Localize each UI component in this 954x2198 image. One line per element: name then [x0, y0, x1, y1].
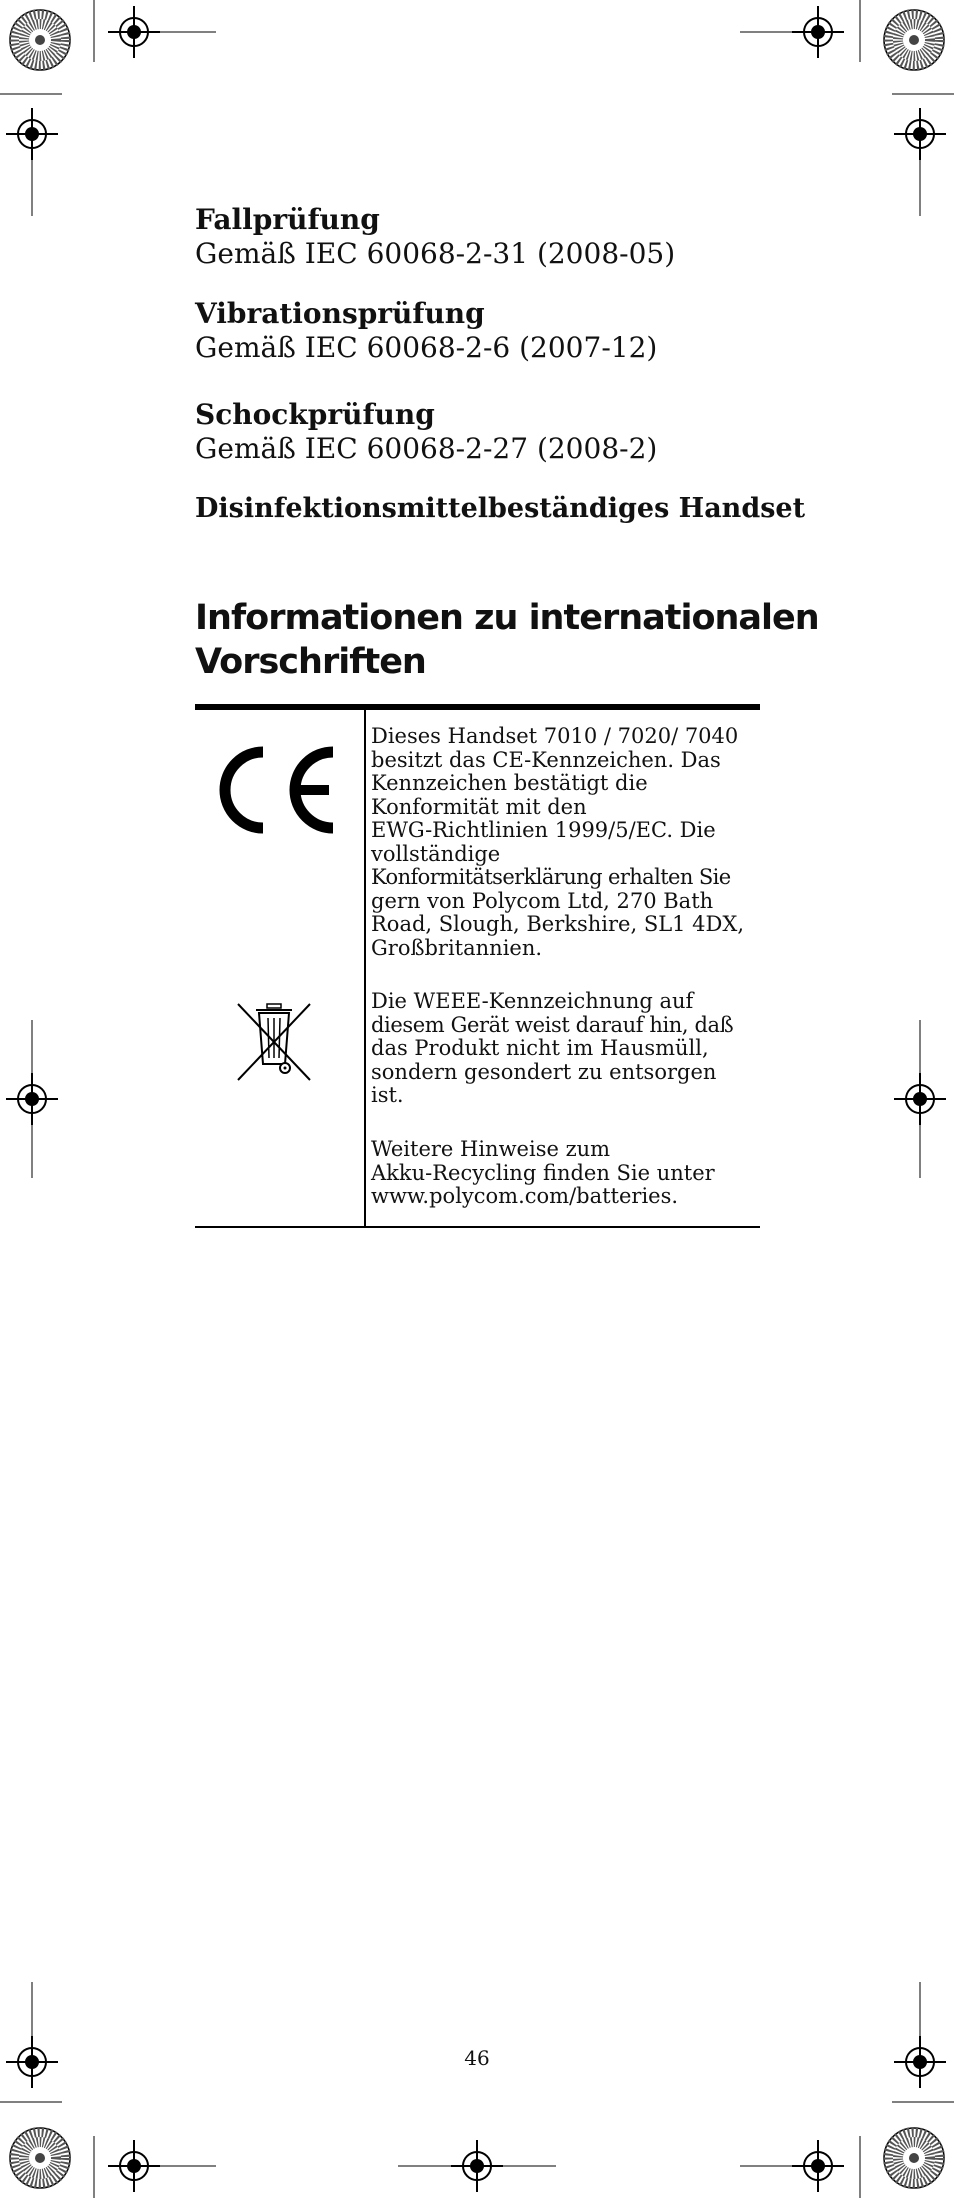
- page-heading-line2: Vorschriften: [195, 642, 426, 682]
- section-body-vibration-test: Gemäß IEC 60068-2-6 (2007-12): [195, 331, 658, 364]
- page-number: 46: [464, 2046, 490, 2070]
- text-line: Akku-Recycling finden Sie unter: [371, 1160, 715, 1185]
- text-line: vollständige: [371, 841, 501, 866]
- section-body-shock-test: Gemäß IEC 60068-2-27 (2008-2): [195, 432, 658, 465]
- table-bottom-rule: [195, 1226, 760, 1228]
- text-line: Weitere Hinweise zum: [371, 1137, 611, 1161]
- text-line: diesem Gerät weist darauf hin, daß: [371, 1012, 734, 1037]
- section-title-drop-test: Fallprüfung: [195, 203, 380, 236]
- text-line: gern von Polycom Ltd, 270 Bath: [371, 888, 714, 913]
- table-column-divider: [364, 710, 366, 1227]
- battery-recycling-text: [371, 1138, 746, 1209]
- page-heading: [195, 596, 819, 684]
- table-top-rule: [195, 704, 760, 710]
- weee-crossed-bin-icon: [234, 1000, 314, 1084]
- section-body-drop-test: Gemäß IEC 60068-2-31 (2008-05): [195, 237, 676, 270]
- text-line: das Produkt nicht im Hausmüll,: [371, 1036, 709, 1060]
- text-line: sondern gesondert zu entsorgen: [371, 1059, 717, 1084]
- ce-declaration-text: [371, 725, 746, 960]
- section-title-shock-test: Schockprüfung: [195, 398, 435, 431]
- text-line: Die WEEE-Kennzeichnung auf: [371, 989, 694, 1013]
- text-line: Großbritannien.: [371, 935, 543, 960]
- ce-mark-icon: [205, 740, 340, 840]
- text-line: www.polycom.com/batteries.: [371, 1184, 679, 1208]
- text-line: Kennzeichen bestätigt die: [371, 771, 648, 795]
- text-line: EWG-Richtlinien 1999/5/EC. Die: [371, 818, 716, 842]
- text-line: Road, Slough, Berkshire, SL1 4DX,: [371, 912, 745, 936]
- text-line: besitzt das CE-Kennzeichen. Das: [371, 747, 721, 772]
- section-title-disinfectant: Disinfektionsmittelbeständiges Handset: [195, 493, 806, 524]
- text-line: Konformität mit den: [371, 794, 587, 819]
- text-line: ist.: [371, 1083, 404, 1107]
- text-line: Dieses Handset 7010 / 7020/ 7040: [371, 724, 739, 748]
- section-title-vibration-test: Vibrationsprüfung: [195, 297, 485, 330]
- weee-notice-text: [371, 990, 746, 1108]
- page-heading-line1: Informationen zu internationalen: [195, 598, 819, 638]
- text-line: Konformitätserklärung erhalten Sie: [371, 865, 731, 889]
